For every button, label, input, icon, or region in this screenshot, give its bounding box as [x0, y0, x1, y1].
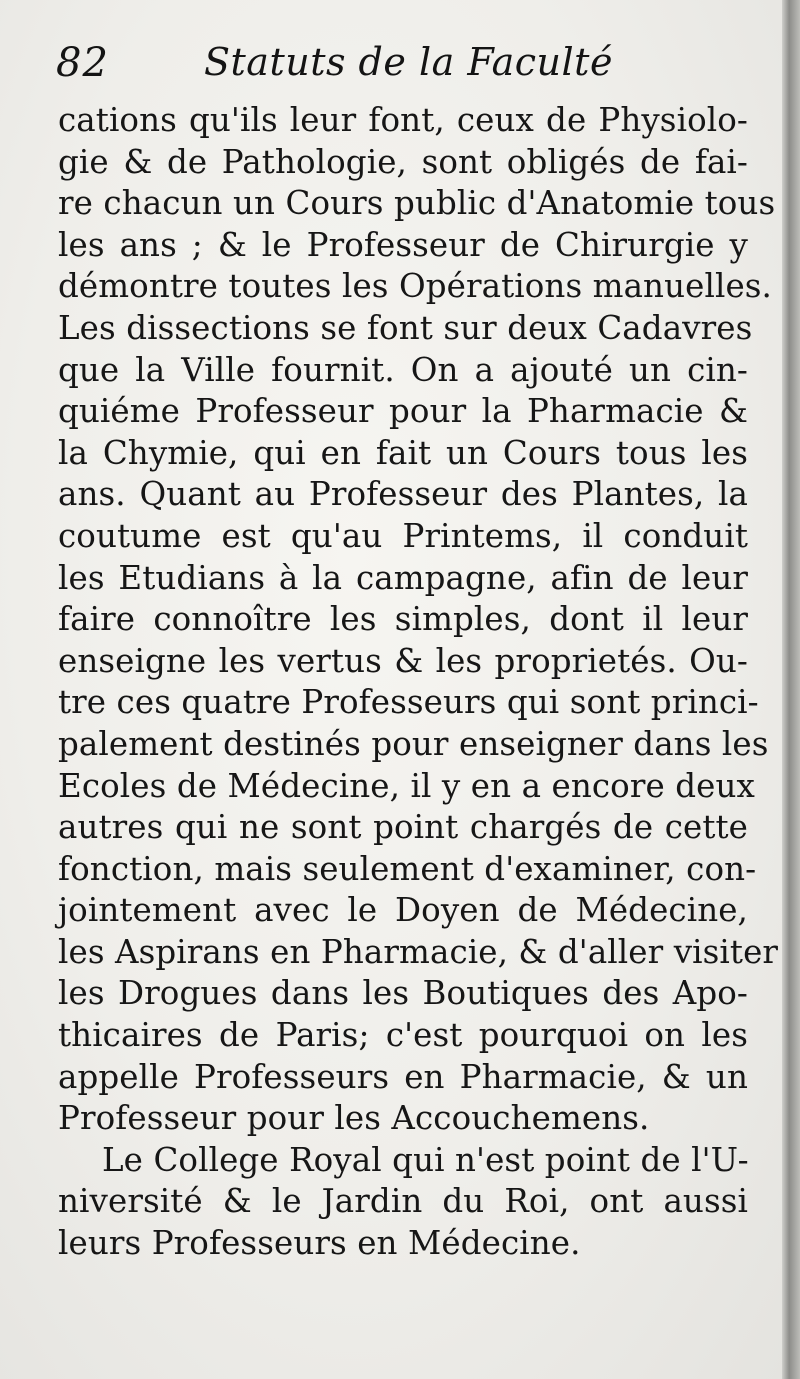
- text-line: les Etudians à la campagne, afin de leur: [58, 558, 748, 597]
- page-number: 82: [56, 40, 109, 86]
- text-line: les Aspirans en Pharmacie, & d'aller visiter: [58, 932, 779, 971]
- text-line: quiéme Professeur pour la Pharmacie &: [58, 392, 748, 431]
- body-text: [58, 100, 779, 1265]
- text-line: jointement avec le Doyen de Médecine,: [58, 891, 748, 930]
- text-line: leurs Professeurs en Médecine.: [58, 1224, 581, 1263]
- text-line: appelle Professeurs en Pharmacie, & un: [58, 1057, 748, 1096]
- text-line: ans. Quant au Professeur des Plantes, la: [58, 475, 748, 514]
- text-line: re chacun un Cours public d'Anatomie tous: [58, 184, 776, 223]
- text-line: que la Ville fournit. On a ajouté un cin-: [58, 350, 748, 389]
- text-line: fonction, mais seulement d'examiner, con-: [58, 849, 757, 888]
- text-line: palement destinés pour enseigner dans les: [58, 724, 769, 763]
- text-line: Ecoles de Médecine, il y en a encore deux: [58, 766, 755, 805]
- text-line: tre ces quatre Professeurs qui sont princi-: [58, 683, 759, 722]
- text-line: autres qui ne sont point chargés de cette: [58, 808, 748, 847]
- text-line: thicaires de Paris; c'est pourquoi on les: [58, 1016, 748, 1055]
- text-line: les Drogues dans les Boutiques des Apo-: [58, 974, 748, 1013]
- text-line: gie & de Pathologie, sont obligés de fai-: [58, 142, 748, 181]
- text-line: cations qu'ils leur font, ceux de Physiolo-: [58, 101, 748, 139]
- text-line: démontre toutes les Opérations manuelles.: [58, 267, 772, 306]
- text-line: Professeur pour les Accouchemens.: [58, 1099, 650, 1138]
- running-title: Statuts de la Faculté: [204, 40, 613, 84]
- text-line: la Chymie, qui en fait un Cours tous les: [58, 433, 748, 472]
- page-edge-shadow: [782, 0, 800, 1379]
- paragraph-first-line: Le College Royal qui n'est point de l'U-: [102, 1140, 749, 1179]
- text-line: Les dissections se font sur deux Cadavres: [58, 308, 753, 347]
- text-line: niversité & le Jardin du Roi, ont aussi: [58, 1182, 748, 1221]
- text-line: coutume est qu'au Printems, il conduit: [58, 516, 748, 555]
- text-line: les ans ; & le Professeur de Chirurgie y: [58, 225, 748, 264]
- text-line: faire connoître les simples, dont il leur: [58, 600, 748, 639]
- text-line: enseigne les vertus & les proprietés. Ou-: [58, 641, 748, 680]
- page-header: [56, 40, 756, 100]
